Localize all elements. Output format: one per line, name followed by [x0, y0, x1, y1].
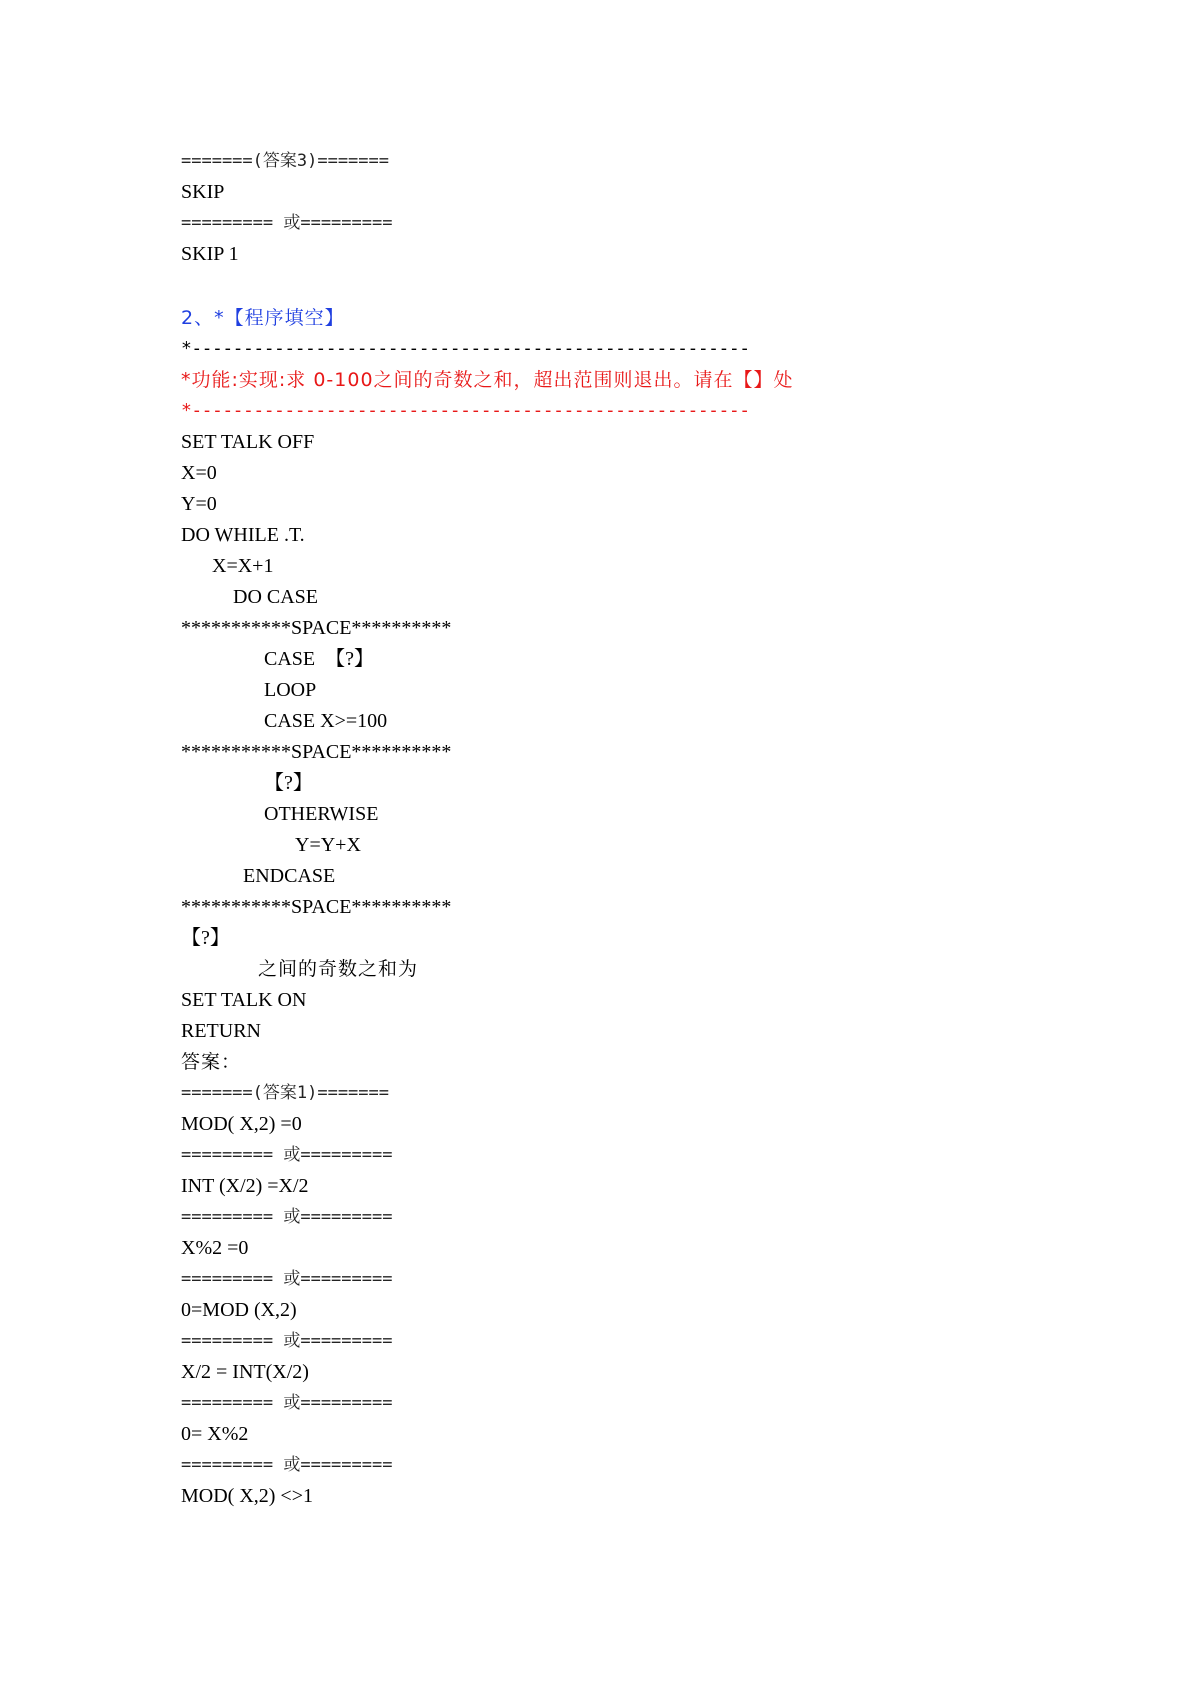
- or-separator: ========= 或=========: [181, 1145, 393, 1165]
- code-line: SKIP: [181, 181, 225, 203]
- space-marker: ***********SPACE**********: [181, 741, 452, 763]
- answer-header-1: =======(答案1)=======: [181, 1083, 389, 1103]
- answer-option: MOD( X,2) <>1: [181, 1485, 313, 1507]
- answer-label: 答案：: [181, 1051, 242, 1073]
- code-line: ENDCASE: [243, 865, 336, 887]
- space-marker: ***********SPACE**********: [181, 617, 452, 639]
- code-line: SET TALK ON: [181, 989, 307, 1011]
- code-line-blank: CASE 【?】: [264, 648, 374, 670]
- answer-option: 0=MOD (X,2): [181, 1299, 297, 1321]
- or-separator: ========= 或=========: [181, 1207, 393, 1227]
- or-separator: ========= 或=========: [181, 1455, 393, 1475]
- or-separator: ========= 或=========: [181, 1331, 393, 1351]
- answer-option: MOD( X,2) =0: [181, 1113, 302, 1135]
- section-heading: 2、*【程序填空】: [181, 307, 345, 329]
- code-line-blank: 【?】: [181, 927, 230, 949]
- code-line-blank: 【?】: [264, 772, 313, 794]
- comment-divider: *------------------------------------------------------: [181, 400, 750, 421]
- code-line: Y=0: [181, 493, 217, 515]
- answer-option: 0= X%2: [181, 1423, 249, 1445]
- code-line: X=X+1: [212, 555, 274, 577]
- comment-divider: *------------------------------------------------------: [181, 338, 750, 359]
- code-line: DO WHILE .T.: [181, 524, 305, 546]
- answer-option: X/2 = INT(X/2): [181, 1361, 309, 1383]
- or-separator: ========= 或=========: [181, 1393, 393, 1413]
- code-line: Y=Y+X: [295, 834, 361, 856]
- code-line: CASE X>=100: [264, 710, 388, 732]
- answer-option: INT (X/2) =X/2: [181, 1175, 309, 1197]
- code-line: X=0: [181, 462, 217, 484]
- space-marker: ***********SPACE**********: [181, 896, 452, 918]
- code-line-output-text: 之间的奇数之和为: [258, 958, 419, 980]
- code-line: LOOP: [264, 679, 317, 701]
- code-line: RETURN: [181, 1020, 261, 1042]
- answer-header-3: =======(答案3)=======: [181, 151, 389, 171]
- answer-option: X%2 =0: [181, 1237, 249, 1259]
- or-separator: ========= 或=========: [181, 213, 393, 233]
- comment-function-description: *功能:实现:求 0-100之间的奇数之和，超出范围则退出。请在【】处: [181, 369, 794, 391]
- or-separator: ========= 或=========: [181, 1269, 393, 1289]
- code-line: SKIP 1: [181, 243, 239, 265]
- code-line: SET TALK OFF: [181, 431, 315, 453]
- code-line: DO CASE: [233, 586, 319, 608]
- code-line: OTHERWISE: [264, 803, 379, 825]
